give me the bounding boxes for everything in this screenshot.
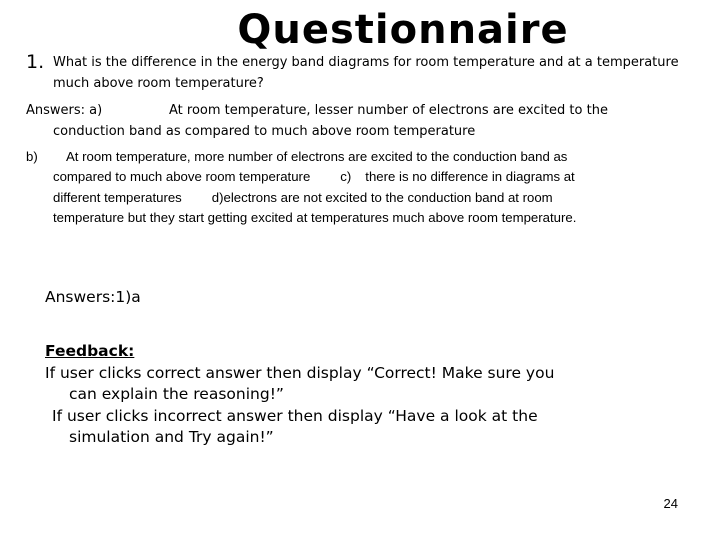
- feedback-block: [45, 341, 685, 449]
- answer-b-row-1: [26, 147, 702, 167]
- answer-c-label: c): [340, 169, 352, 185]
- answer-b-line-2: compared to much above room temperature: [53, 169, 311, 185]
- answer-d-line-1: d)electrons are not excited to the conduction band at room: [211, 189, 553, 205]
- answer-b-c-row-2: [26, 167, 702, 187]
- feedback-correct-line-2: can explain the reasoning!”: [69, 385, 284, 403]
- feedback-heading: Feedback:: [45, 342, 135, 360]
- answer-a-line-1: At room temperature, lesser number of electrons are excited to the: [169, 103, 608, 118]
- answer-c-line-3: different temperatures: [53, 189, 182, 205]
- answer-b-line-1: At room temperature, more number of electrons are excited to the conduction band as: [66, 149, 568, 164]
- feedback-incorrect-line-2: simulation and Try again!”: [69, 428, 274, 446]
- feedback-incorrect-line-1: If user clicks incorrect answer then display “Have a look at the: [52, 406, 538, 425]
- answer-d-line-2: temperature but they start getting excited at temperatures much above room temperature.: [53, 209, 577, 225]
- answer-options-b-c-d[interactable]: [26, 147, 702, 228]
- answer-a-line-2: conduction band as compared to much above room temperature: [53, 124, 476, 139]
- page-number: 24: [663, 496, 678, 511]
- answer-key: Answers:1)a: [45, 288, 141, 306]
- answer-c-d-row-3: [26, 188, 702, 208]
- answer-b-label: b): [26, 149, 38, 164]
- answer-c-text: there is no difference in diagrams at: [365, 169, 575, 185]
- feedback-correct-line-1: If user clicks correct answer then display “Correct! Make sure you: [45, 363, 555, 382]
- answer-a-label: Answers: a): [26, 103, 103, 118]
- question-number: 1.: [26, 51, 45, 73]
- page-title: Questionnaire: [237, 7, 569, 53]
- question-text: What is the difference in the energy band diagrams for room temperature and at a temperature much above room temperature?: [53, 55, 679, 91]
- answer-option-a[interactable]: [26, 100, 696, 142]
